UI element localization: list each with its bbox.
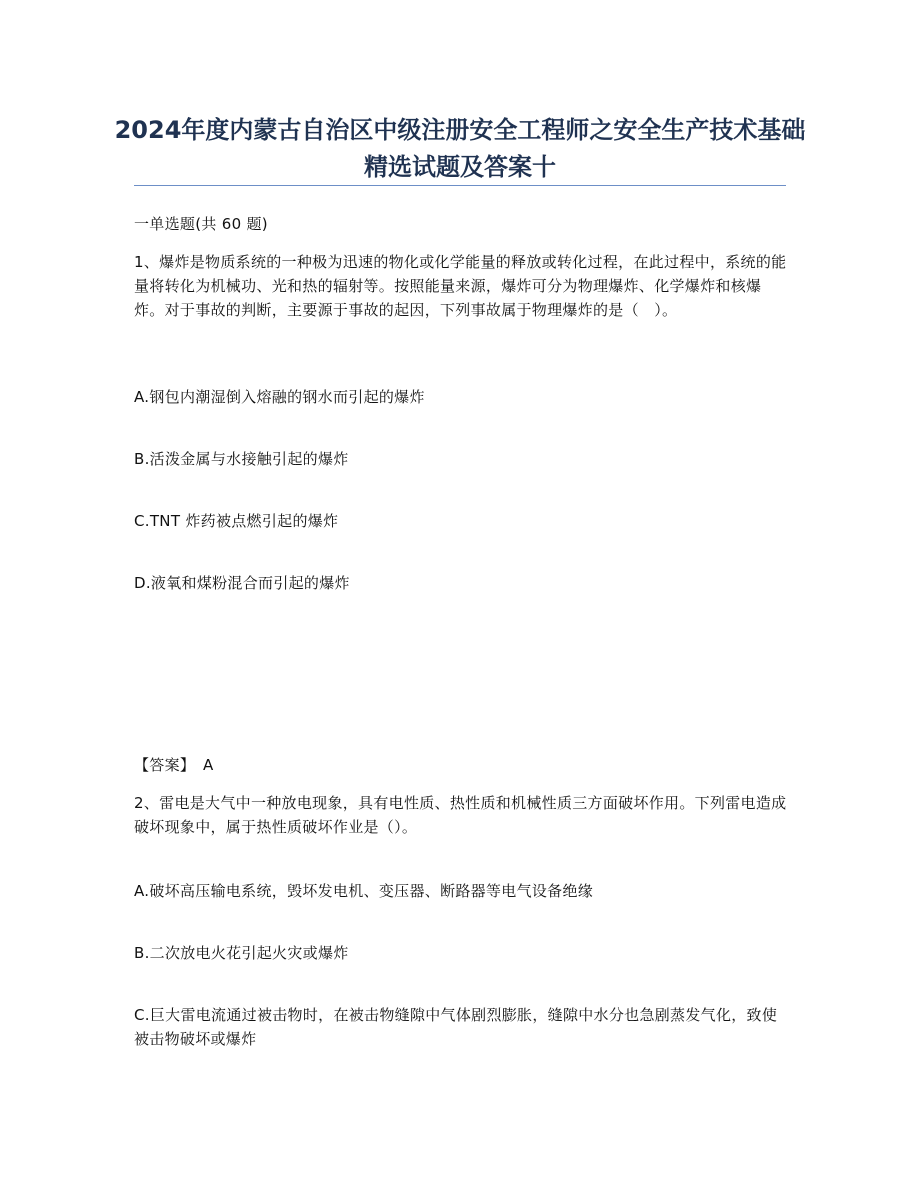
section-heading: 一单选题(共 60 题) [134, 215, 268, 233]
question-1-answer: 【答案】 A [134, 756, 214, 774]
question-2-option-c: C.巨大雷电流通过被击物时，在被击物缝隙中气体剧烈膨胀，缝隙中水分也急剧蒸发气化，致使被击物破坏或爆炸 [134, 1006, 778, 1048]
question-2-option-b: B.二次放电火花引起火灾或爆炸 [134, 944, 349, 962]
question-2-stem: 2、雷电是大气中一种放电现象，具有电性质、热性质和机械性质三方面破坏作用。下列雷电造成破坏现象中，属于热性质破坏作业是（）。 [134, 794, 787, 836]
document-title: 2024年度内蒙古自治区中级注册安全工程师之安全生产技术基础精选试题及答案十 [114, 116, 806, 181]
title-divider [134, 185, 786, 186]
question-1-option-a: A.钢包内潮湿倒入熔融的钢水而引起的爆炸 [134, 388, 425, 406]
question-1-option-b: B.活泼金属与水接触引起的爆炸 [134, 450, 349, 468]
question-1-option-c: C.TNT 炸药被点燃引起的爆炸 [134, 512, 339, 530]
question-1-stem: 1、爆炸是物质系统的一种极为迅速的物化或化学能量的释放或转化过程，在此过程中，系统的能量将转化为机械功、光和热的辐射等。按照能量来源，爆炸可分为物理爆炸、化学爆炸和核爆炸。对于事故的判断，主要源于事故的起因，下列事故属于物理爆炸的是（ ）。 [134, 253, 787, 319]
question-1-option-d: D.液氧和煤粉混合而引起的爆炸 [134, 574, 350, 592]
question-2-option-a: A.破坏高压输电系统，毁坏发电机、变压器、断路器等电气设备绝缘 [134, 882, 594, 900]
